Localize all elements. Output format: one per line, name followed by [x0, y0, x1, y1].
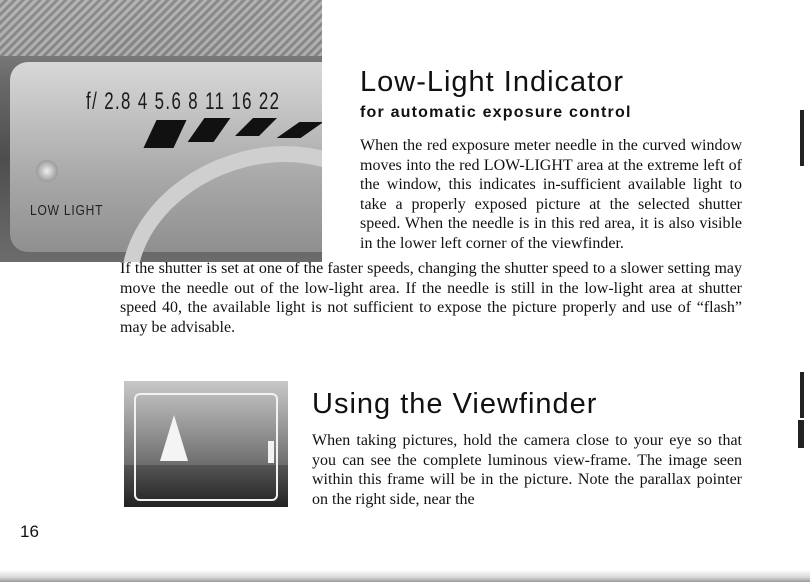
- edge-mark: [800, 110, 804, 166]
- exposure-meter-photo: [0, 0, 322, 262]
- viewfinder-photo: [124, 381, 288, 507]
- edge-mark: [798, 420, 804, 448]
- screw-icon: [36, 160, 58, 182]
- page-number: 16: [20, 522, 39, 541]
- low-light-label: LOW LIGHT: [30, 202, 104, 219]
- edge-mark: [800, 372, 804, 418]
- parallax-pointer: [268, 441, 274, 463]
- paragraph-low-light-2: If the shutter is set at one of the faster speeds, changing the shutter speed to a slower setting may move the needle out of the low-light area. If the needle is still in the low-light area at shutter speed 40, the available light is not sufficient to expose the picture properly and use of “flash” may be advisable.: [120, 260, 742, 336]
- paragraph-low-light-1: When the red exposure meter needle in the curved window moves into the red LOW-LIGHT area at the extreme left of the window, this indicates in-sufficient available light to take a properly exposed picture at the selected shutter speed. When the needle is in this red area, it is also visible in the lower left corner of the viewfinder.: [360, 137, 742, 252]
- page-bottom-edge: [0, 570, 810, 582]
- paragraph-viewfinder: When taking pictures, hold the camera close to your eye so that you can see the complete luminous view-frame. The image seen within this frame will be in the picture. Note the parallax pointer on the right side, near the: [312, 432, 742, 508]
- section-title-low-light: Low-Light Indicator: [360, 66, 625, 98]
- section-subtitle-low-light: for automatic exposure control: [360, 104, 632, 121]
- aperture-scale-label: f/ 2.8 4 5.6 8 11 16 22: [86, 88, 281, 115]
- luminous-view-frame: [134, 393, 278, 501]
- section-title-viewfinder: Using the Viewfinder: [312, 388, 598, 420]
